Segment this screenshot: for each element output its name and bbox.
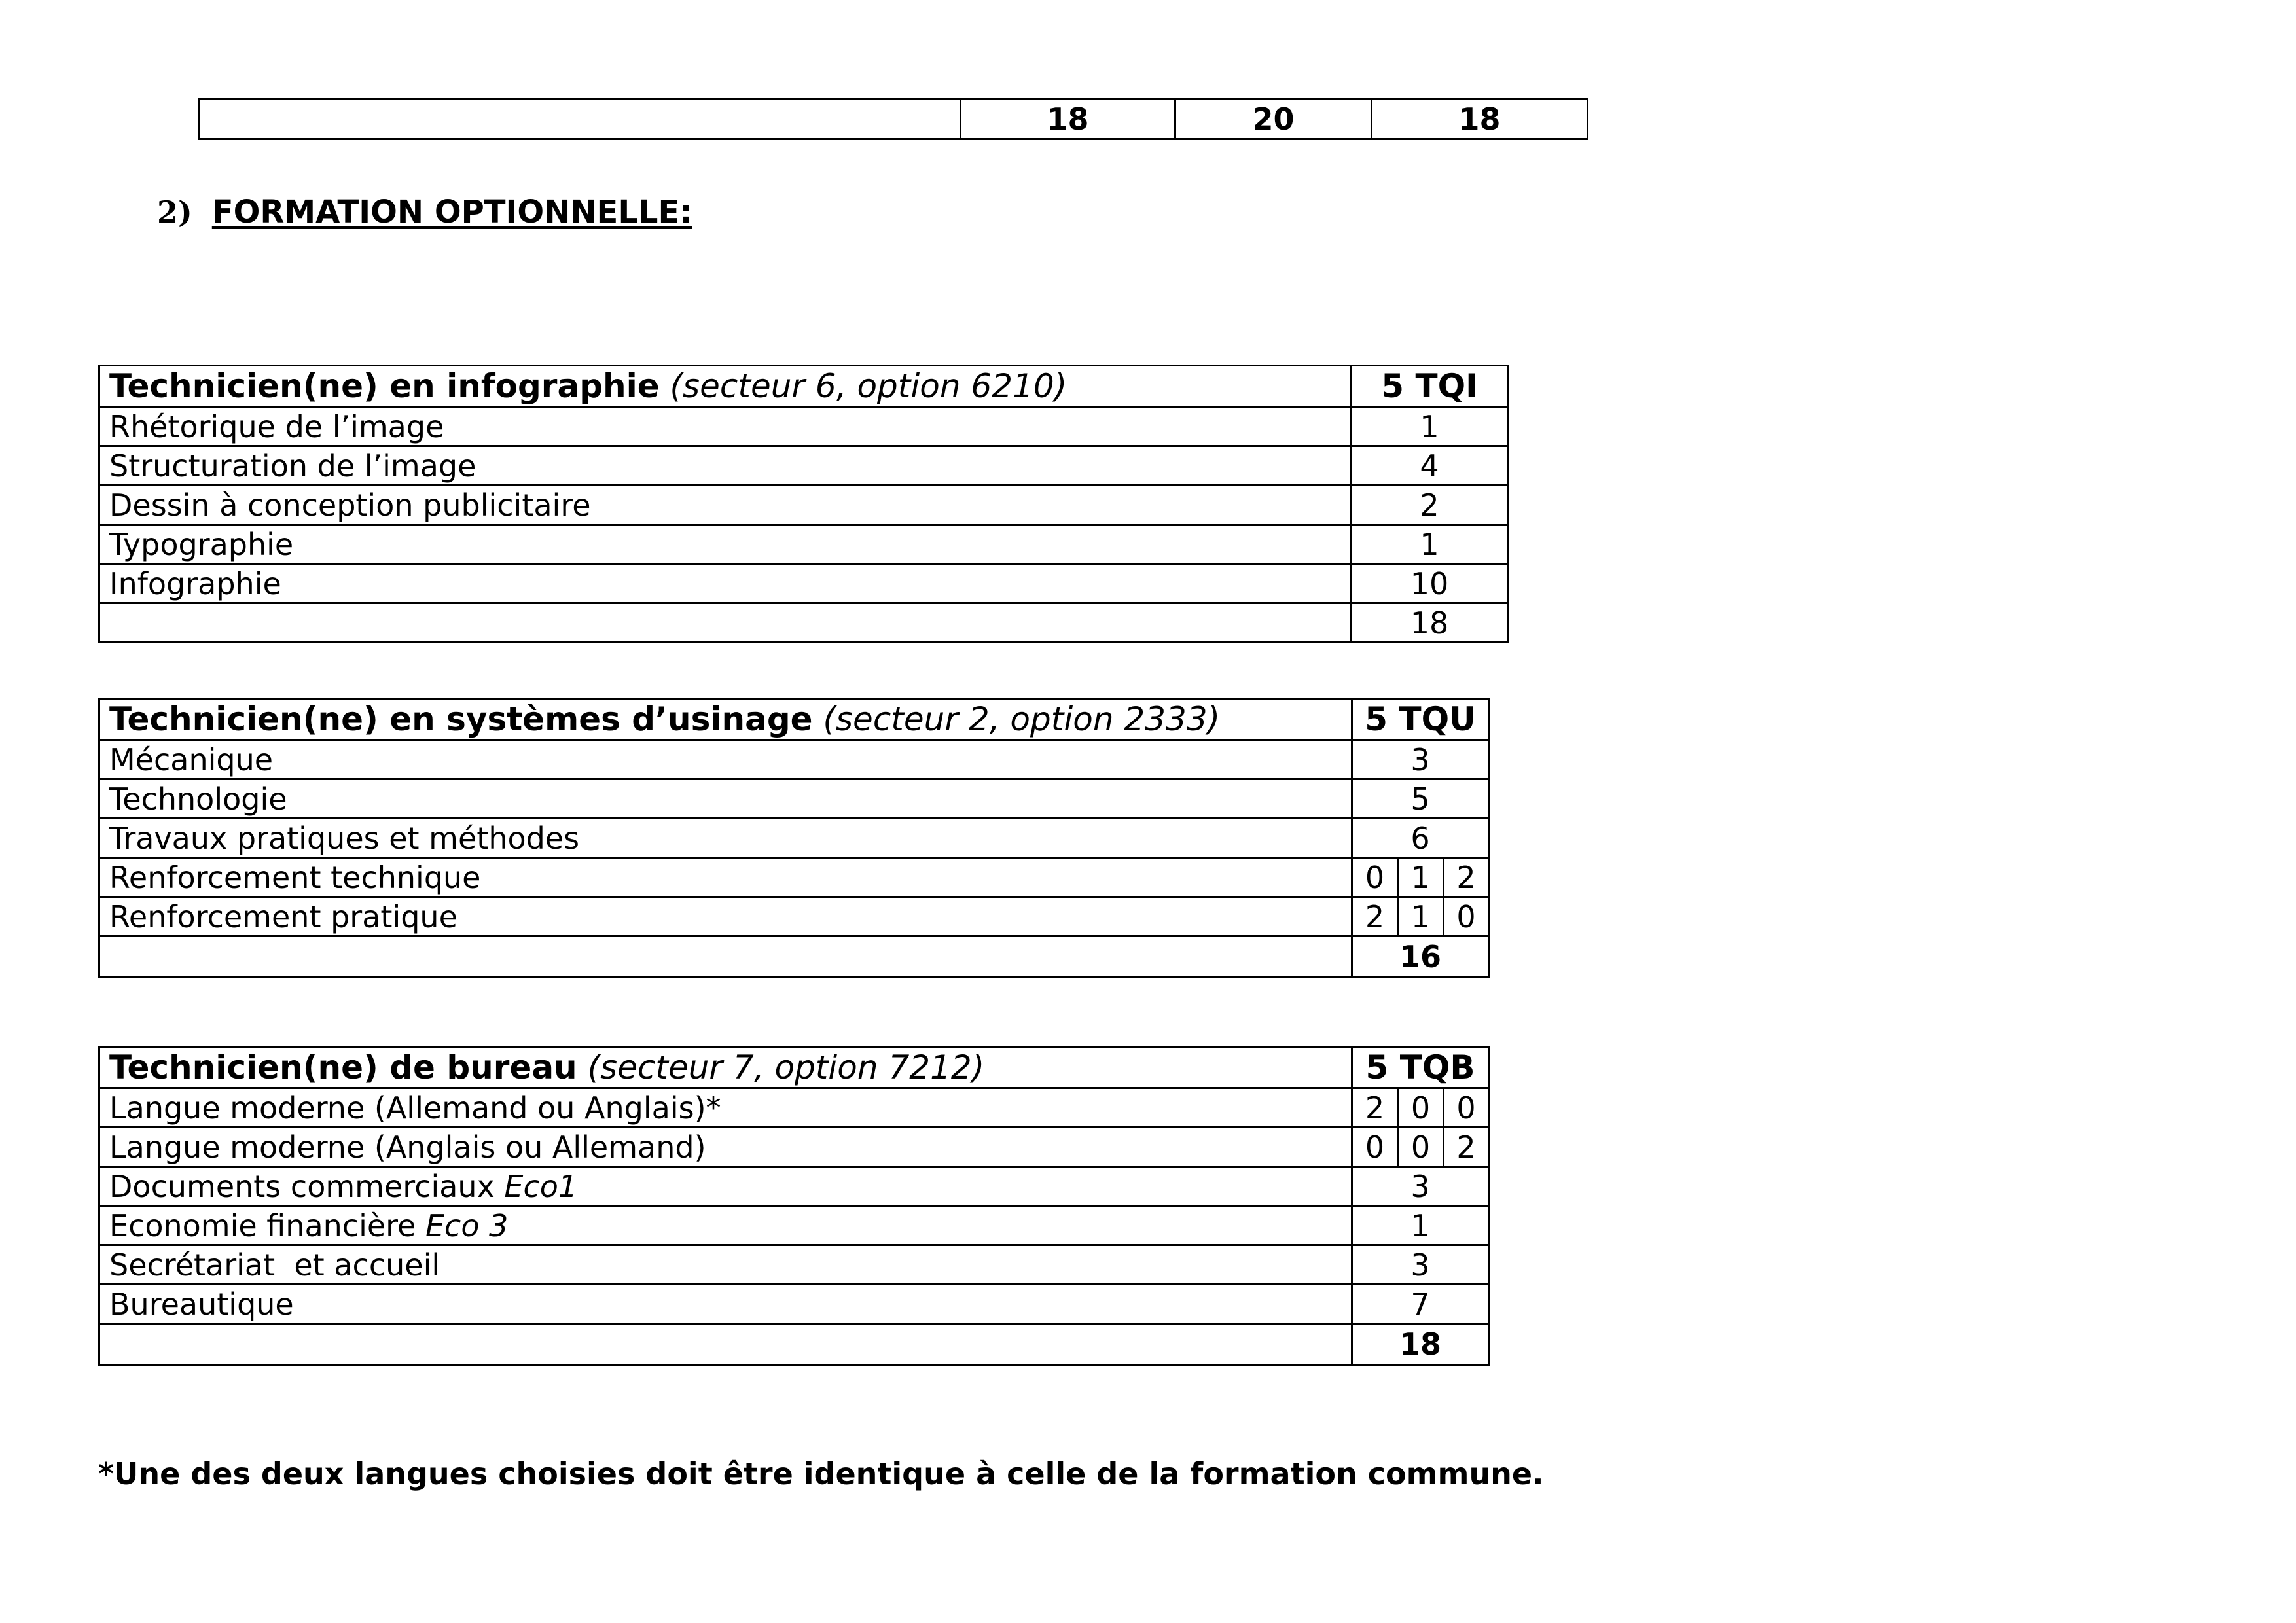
course-hours-variant: 2 [1444, 858, 1489, 897]
course-hours-variant: 0 [1398, 1088, 1444, 1128]
section-heading [157, 196, 692, 228]
course-hours-variant: 2 [1352, 1088, 1398, 1128]
course-label-text: Economie financière [109, 1207, 416, 1243]
course-hours-variant: 0 [1444, 897, 1489, 936]
table-row [99, 486, 1509, 525]
total-hours: 18 [1351, 603, 1509, 643]
table-row [99, 779, 1489, 819]
course-label: Technologie [99, 779, 1352, 819]
table-header-row [99, 366, 1509, 407]
course-label-code: Eco 3 [425, 1207, 509, 1243]
table-row [99, 564, 1509, 603]
table-row [99, 1285, 1489, 1324]
course-hours-variant: 1 [1398, 858, 1444, 897]
tqb-table [98, 1046, 1490, 1366]
course-label-text: Documents commerciaux [109, 1168, 495, 1204]
option-subtitle: (secteur 7, option 7212) [587, 1048, 985, 1086]
course-label: Travaux pratiques et méthodes [99, 819, 1352, 858]
option-title: Technicien(ne) en systèmes d’usinage [109, 700, 813, 738]
course-hours-variant: 0 [1352, 1128, 1398, 1167]
total-hours: 18 [1352, 1324, 1489, 1365]
totals-table [198, 98, 1588, 140]
course-label: Bureautique [99, 1285, 1352, 1324]
course-label: Renforcement technique [99, 858, 1352, 897]
section-number: 2) [157, 194, 192, 230]
table-row [99, 1088, 1489, 1128]
total-value: 18 [961, 99, 1175, 139]
tqi-table [98, 365, 1509, 643]
course-label: Langue moderne (Allemand ou Anglais)* [99, 1088, 1352, 1128]
table-row [99, 525, 1509, 564]
course-label: Mécanique [99, 740, 1352, 779]
course-label: Typographie [99, 525, 1351, 564]
course-hours-variant: 0 [1444, 1088, 1489, 1128]
option-title: Technicien(ne) en infographie [109, 367, 660, 405]
option-subtitle: (secteur 2, option 2333) [823, 700, 1221, 738]
total-empty-cell [99, 603, 1351, 643]
table-total-row [99, 603, 1509, 643]
totals-empty-cell [199, 99, 961, 139]
course-hours: 1 [1351, 525, 1509, 564]
course-label: Renforcement pratique [99, 897, 1352, 936]
table-row [99, 740, 1489, 779]
course-hours: 6 [1352, 819, 1489, 858]
table-row [99, 1128, 1489, 1167]
course-hours: 5 [1352, 779, 1489, 819]
course-hours-variant: 0 [1398, 1128, 1444, 1167]
table-row [99, 1245, 1489, 1285]
course-hours: 2 [1351, 486, 1509, 525]
option-code: 5 TQI [1351, 366, 1509, 407]
course-label: Secrétariat et accueil [99, 1245, 1352, 1285]
table-row [99, 858, 1489, 897]
course-label: Structuration de l’image [99, 446, 1351, 486]
total-value: 18 [1372, 99, 1588, 139]
course-label [99, 1167, 1352, 1206]
course-hours-variant: 2 [1444, 1128, 1489, 1167]
table-header-label [99, 366, 1351, 407]
table-total-row [99, 1324, 1489, 1365]
course-label-code: Eco1 [504, 1168, 578, 1204]
table-row [99, 1206, 1489, 1245]
option-title: Technicien(ne) de bureau [109, 1048, 577, 1086]
total-value: 20 [1175, 99, 1372, 139]
course-label: Langue moderne (Anglais ou Allemand) [99, 1128, 1352, 1167]
course-label: Rhétorique de l’image [99, 407, 1351, 446]
total-hours: 16 [1352, 936, 1489, 978]
table-row [99, 407, 1509, 446]
option-code: 5 TQU [1352, 699, 1489, 740]
table-row [99, 819, 1489, 858]
course-hours: 3 [1352, 1167, 1489, 1206]
option-subtitle: (secteur 6, option 6210) [670, 367, 1067, 405]
course-label [99, 1206, 1352, 1245]
table-total-row [99, 936, 1489, 978]
table-header-label [99, 699, 1352, 740]
course-hours-variant: 0 [1352, 858, 1398, 897]
table-row [99, 897, 1489, 936]
table-row [99, 1167, 1489, 1206]
course-hours-variant: 2 [1352, 897, 1398, 936]
total-empty-cell [99, 1324, 1352, 1365]
course-hours: 1 [1352, 1206, 1489, 1245]
course-label: Infographie [99, 564, 1351, 603]
section-title: FORMATION OPTIONNELLE: [211, 194, 692, 230]
course-hours: 7 [1352, 1285, 1489, 1324]
table-header-row [99, 699, 1489, 740]
course-hours: 3 [1352, 740, 1489, 779]
table-header-row [99, 1047, 1489, 1088]
course-hours: 1 [1351, 407, 1509, 446]
course-hours: 10 [1351, 564, 1509, 603]
course-label: Dessin à conception publicitaire [99, 486, 1351, 525]
totals-row [199, 99, 1588, 139]
course-hours-variant: 1 [1398, 897, 1444, 936]
course-hours: 4 [1351, 446, 1509, 486]
table-row [99, 446, 1509, 486]
option-code: 5 TQB [1352, 1047, 1489, 1088]
table-header-label [99, 1047, 1352, 1088]
course-hours: 3 [1352, 1245, 1489, 1285]
tqu-table [98, 698, 1490, 978]
footnote: *Une des deux langues choisies doit être identique à celle de la formation commune. [98, 1456, 1544, 1491]
total-empty-cell [99, 936, 1352, 978]
